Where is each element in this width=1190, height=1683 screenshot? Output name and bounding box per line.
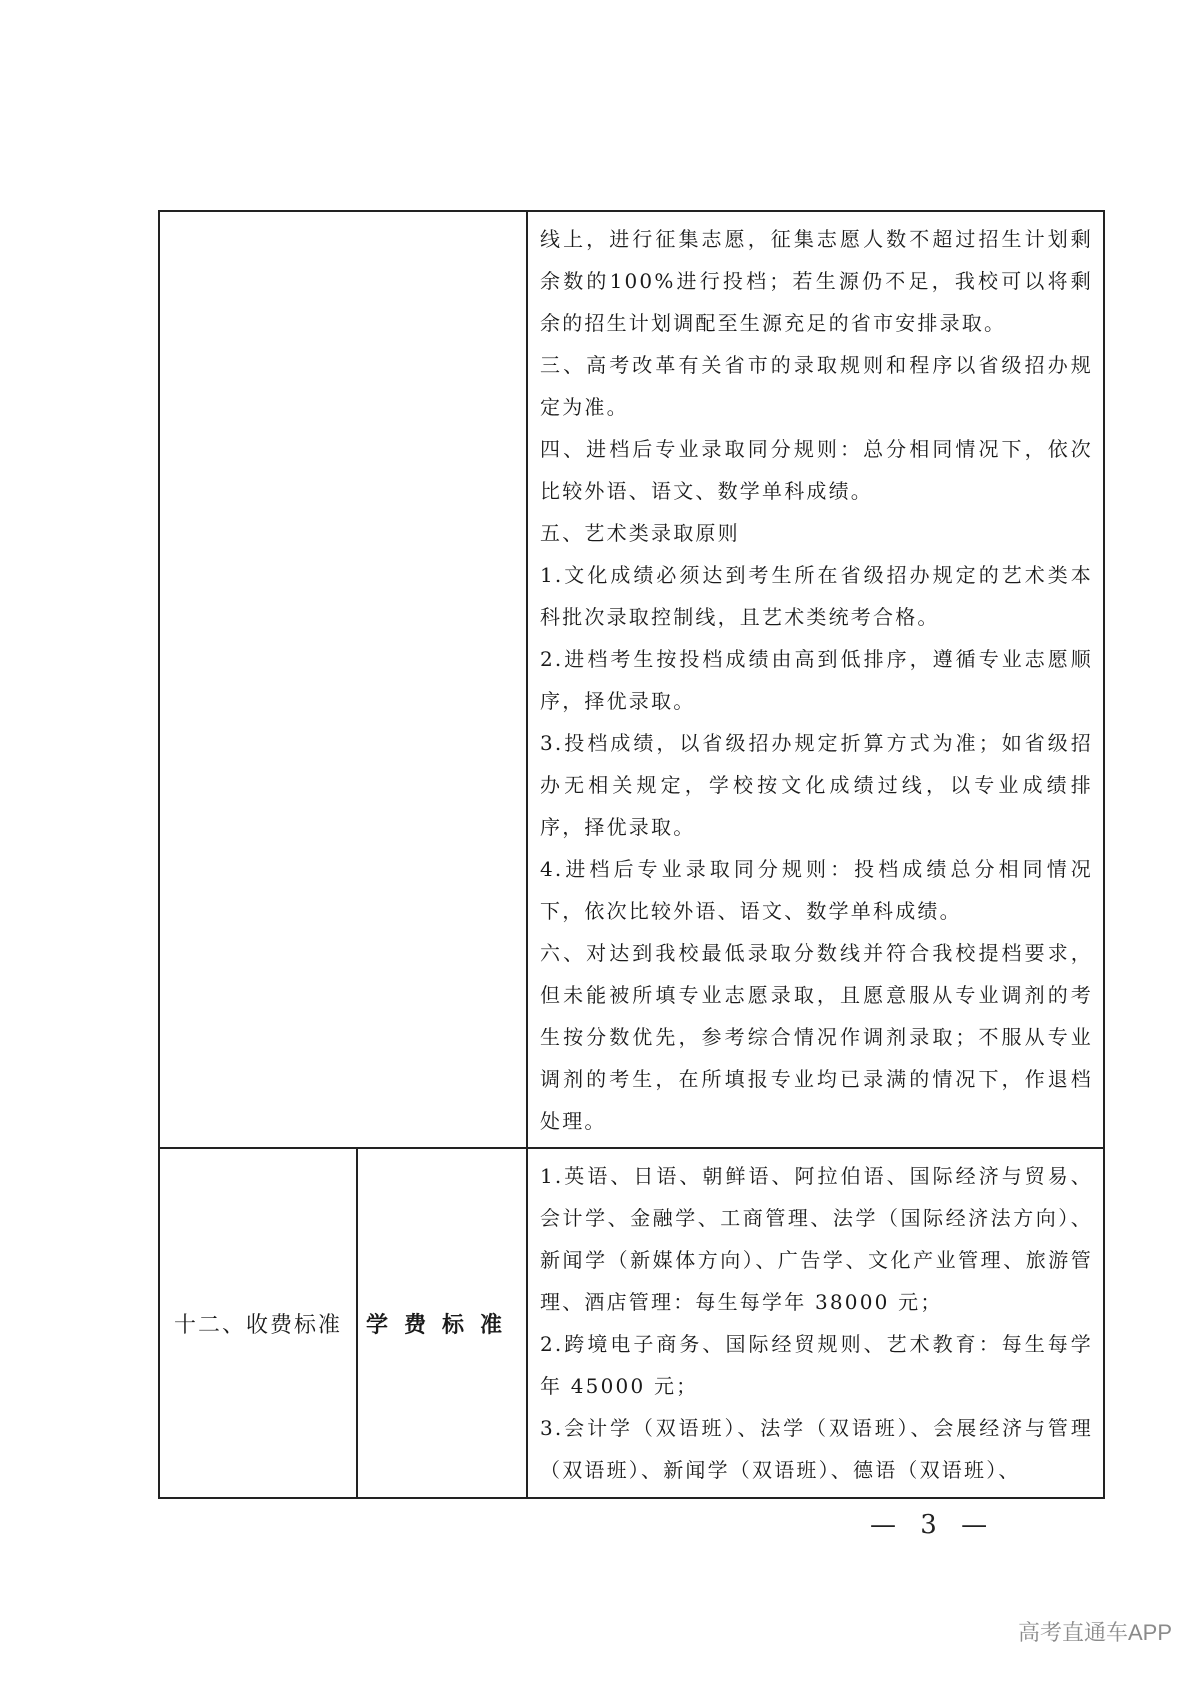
paragraph: 4.进档后专业录取同分规则：投档成绩总分相同情况下，依次比较外语、语文、数学单科成绩。 (540, 857, 1093, 923)
document-table (158, 210, 1105, 1499)
content-cell (527, 1148, 1104, 1498)
empty-label-cell (159, 211, 527, 1148)
sub-label: 学费标准 (357, 1148, 527, 1498)
section-label: 十二、收费标准 (159, 1148, 357, 1498)
paragraph: 2.进档考生按投档成绩由高到低排序，遵循专业志愿顺序，择优录取。 (540, 647, 1093, 713)
paragraph: 五、艺术类录取原则 (540, 521, 740, 545)
paragraph: 3.会计学（双语班）、法学（双语班）、会展经济与管理（双语班）、新闻学（双语班）、德语（双语班）、 (540, 1416, 1093, 1482)
paragraph: 2.跨境电子商务、国际经贸规则、艺术教育：每生每学年 45000 元； (540, 1332, 1093, 1398)
paragraph: 线上，进行征集志愿，征集志愿人数不超过招生计划剩余数的100%进行投档；若生源仍不足，我校可以将剩余的招生计划调配至生源充足的省市安排录取。 (540, 227, 1093, 335)
page-number: — 3 — (870, 1510, 996, 1540)
paragraph: 三、高考改革有关省市的录取规则和程序以省级招办规定为准。 (540, 353, 1093, 419)
table-row (159, 211, 1104, 1148)
table-row (159, 1148, 1104, 1498)
watermark: 高考直通车APP (1017, 1620, 1172, 1645)
paragraph: 1.文化成绩必须达到考生所在省级招办规定的艺术类本科批次录取控制线，且艺术类统考合格。 (540, 563, 1093, 629)
paragraph: 1.英语、日语、朝鲜语、阿拉伯语、国际经济与贸易、会计学、金融学、工商管理、法学（国际经济法方向）、新闻学（新媒体方向）、广告学、文化产业管理、旅游管理、酒店管理：每生每学年 38000 元； (540, 1164, 1093, 1314)
paragraph: 四、进档后专业录取同分规则：总分相同情况下，依次比较外语、语文、数学单科成绩。 (540, 437, 1093, 503)
content-cell (527, 211, 1104, 1148)
paragraph: 3.投档成绩，以省级招办规定折算方式为准；如省级招办无相关规定，学校按文化成绩过线，以专业成绩排序，择优录取。 (540, 731, 1093, 839)
paragraph: 六、对达到我校最低录取分数线并符合我校提档要求，但未能被所填专业志愿录取，且愿意服从专业调剂的考生按分数优先，参考综合情况作调剂录取；不服从专业调剂的考生，在所填报专业均已录满的情况下，作退档处理。 (540, 941, 1093, 1133)
